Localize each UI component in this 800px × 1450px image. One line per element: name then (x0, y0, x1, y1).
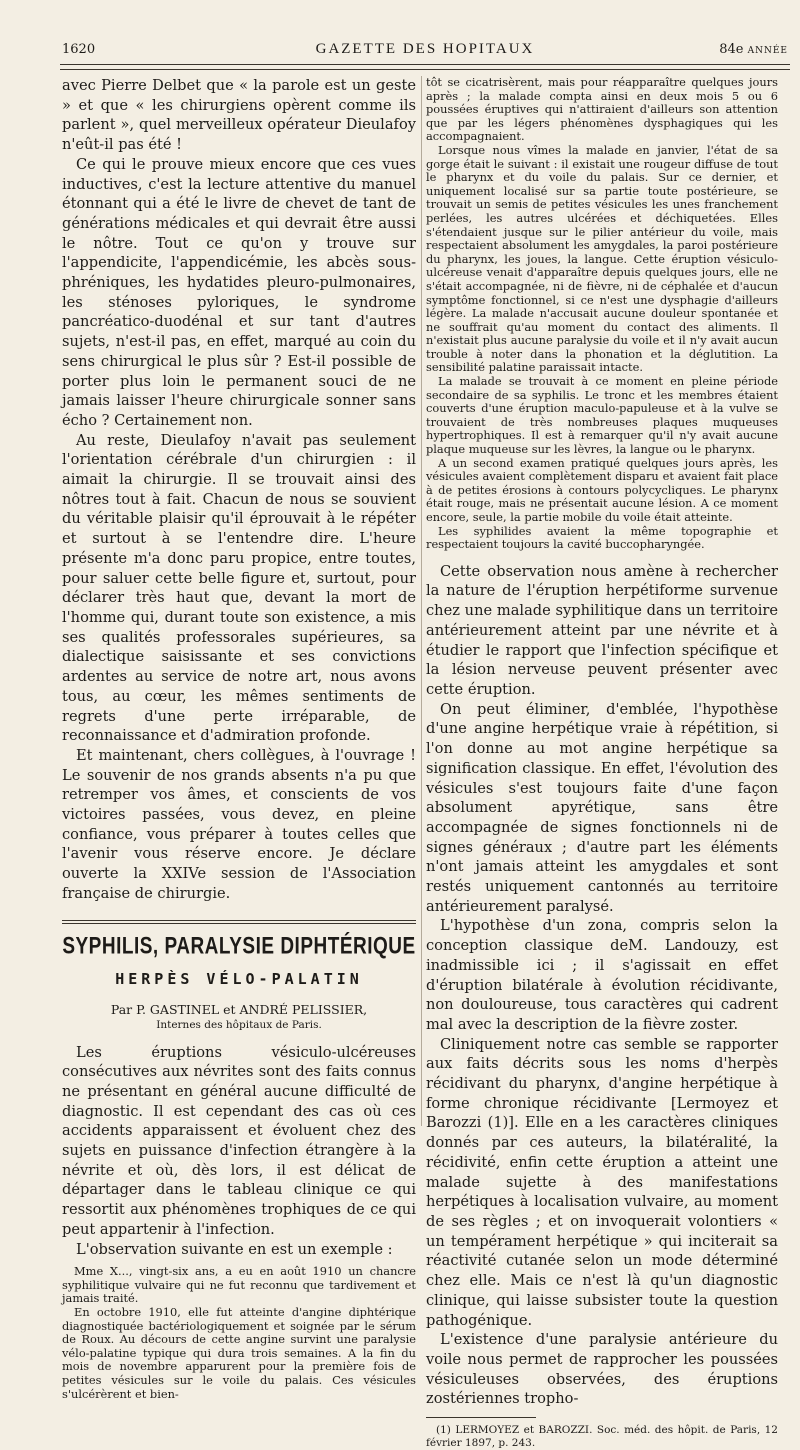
address-text (62, 76, 416, 904)
right-column (426, 75, 778, 1450)
paragraph: Les syphilides avaient la même topographie et respectaient toujours la cavité buccopharyngée. (426, 523, 778, 552)
observation-continued (426, 76, 778, 552)
section-divider (62, 920, 416, 924)
paragraph: En octobre 1910, elle fut atteinte d'angine diphtérique diagnostiquée bactériologiquement et soignée par le sérum de Roux. Au décours de cette angine survint une paralysie vélo-palatine typique qui dura trois semaines. A la fin du mois de novembre apparurent pour la première fois de petites vésicules sur le voile du palais. Ces vésicules s'ulcérèrent et bien- (62, 1305, 416, 1401)
paragraph: Les éruptions vésiculo-ulcéreuses consécutives aux névrites sont des faits connus ne présentant en général aucune difficulté de diagnostic. Il est cependant des cas où ces accidents apparaissent et évoluent chez des sujets en puissance d'infection étrangère à la névrite et où, dès lors, il est délicat de départager dans le tableau clinique ce qui ressortit aux phénomènes trophiques de ce qui peut appartenir à l'infection. (62, 1043, 416, 1238)
column-divider (421, 76, 422, 1126)
page-number: 1620 (62, 42, 96, 57)
paragraph: Et maintenant, chers collègues, à l'ouvrage ! Le souvenir de nos grands absents n'a pu que retremper vos âmes, et conscients de vos victoires passées, vous devez, en pleine confiance, vous préparer à toutes celles que l'avenir vous réserve encore. Je déclare ouverte la XXIVe session de l'Association française de chirurgie. (62, 746, 416, 902)
paragraph: avec Pierre Delbet que « la parole est un geste » et que « les chirurgiens opèrent comme ils parlent », quel merveilleux opérateur Dieulafoy n'eût-il pas été ! (62, 77, 416, 154)
paragraph: L'existence d'une paralysie antérieure du voile nous permet de rapprocher les poussées vésiculeuses observées, des éruptions zostériennes tropho- (426, 1331, 778, 1408)
paragraph: A un second examen pratiqué quelques jours après, les vésicules avaient complètement disparu et avaient fait place à de petites érosions à contours polycycliques. Le pharynx était rouge, mais ne présentait aucune lésion. A ce moment encore, seule, la partie mobile du voile était atteinte. (426, 455, 778, 524)
paragraph: Cette observation nous amène à rechercher la nature de l'éruption herpétiforme survenue chez une malade syphilitique dans un territoire antérieurement atteint par une névrite et à étudier le rapport que l'infection spécifique et la lésion nerveuse peuvent présenter avec cette éruption. (426, 562, 778, 698)
paragraph: Mme X..., vingt-six ans, a eu en août 1910 un chancre syphilitique vulvaire qui ne fut reconnu que tardivement et jamais traité. (62, 1264, 416, 1306)
page-header (62, 40, 788, 62)
paragraph: tôt se cicatrisèrent, mais pour réapparaître quelques jours après ; la malade compta ainsi en deux mois 5 ou 6 poussées éruptives qui n'attiraient d'ailleurs son attention que par les légers phénomènes dysphagiques qui les accompagnaient. (426, 75, 778, 144)
journal-title: GAZETTE DES HOPITAUX (315, 41, 535, 57)
article-intro (62, 1043, 416, 1260)
discussion-text (426, 562, 778, 1409)
paragraph: L'observation suivante en est un exemple : (76, 1240, 393, 1258)
footnote-rule (426, 1417, 536, 1418)
footnote (426, 1424, 778, 1450)
paragraph: On peut éliminer, d'emblée, l'hypothèse d'une angine herpétique vraie à répétition, si l'on donne au mot angine herpétique sa signification classique. En effet, l'évolution des vésicules s'est toujours faite d'une façon absolument apyrétique, sans être accompagnée de signes fonctionnels ni de signes généraux ; d'autre part les éléments n'ont jamais atteint les amygdales et sont restés uniquement cantonnés au territoire antérieurement paralysé. (426, 700, 778, 915)
left-column (62, 76, 416, 1401)
header-rule (60, 64, 790, 70)
paragraph: Lorsque nous vîmes la malade en janvier, l'état de sa gorge était le suivant : il existait une rougeur diffuse de tout le pharynx et du voile du palais. Sur ce dernier, et uniquement localisé sur sa partie toute postérieure, se trouvait un semis de petites vésicules les unes franchement perlées, les autres ulcérées et déchiquetées. Elles s'étendaient jusque sur le pilier antérieur du voile, mais respectaient absolument les amygdales, la paroi postérieure du pharynx, les joues, la langue. Cette éruption vésiculo-ulcéreuse venait d'apparaître depuis quelques jours, elle ne s'était accompagnée, ni de fièvre, ni de céphalée et d'aucun symptôme fonctionnel, si ce n'est une dysphagie d'ailleurs légère. La malade n'accusait aucune douleur spontanée et ne souffrait qu'au moment du contact des aliments. Il n'existait plus aucune paralysie du voile et il n'y avait aucun trouble à noter dans la phonation et la déglutition. La sensibilité palatine paraissait intacte. (426, 142, 778, 375)
paragraph: L'hypothèse d'un zona, compris selon la conception classique deM. Landouzy, est inadmissible ici ; il s'agissait en effet d'éruption bilatérale à évolution récidivante, non douloureuse, tous caractères qui cadrent mal avec la description de la fièvre zoster. (426, 917, 778, 1033)
author-affiliation: Internes des hôpitaux de Paris. (156, 1018, 322, 1031)
observation-text (62, 1265, 416, 1401)
footnote-text: (1) LERMOYEZ et BAROZZI. Soc. méd. des hôpit. de Paris, 12 février 1897, p. 243. (426, 1424, 778, 1450)
article-subtitle: HERPÈS VÉLO-PALATIN (115, 969, 363, 988)
paragraph: Cliniquement notre cas semble se rapporter aux faits décrits sous les noms d'herpès récidivant du pharynx, d'angine herpétique à forme chronique récidivante [Lermoyez et Barozzi (1)]. Elle en a les caractères cliniques donnés par ces auteurs, la bilatéralité, la récidivité, enfin cette éruption a atteint une malade sujette à des manifestations herpétiques à localisation vulvaire, au moment de ses règles ; et on invoquerait volontiers « un tempérament herpétique » qui inciterait sa réactivité cutanée selon un mode déterminé chez elle. Mais ce n'est là qu'un diagnostic clinique, qui laisse subsister toute la question pathogénique. (426, 1035, 778, 1329)
paragraph: Au reste, Dieulafoy n'avait pas seulement l'orientation cérébrale d'un chirurgien : il aimait la chirurgie. Il se trouvait ainsi des nôtres tout à fait. Chacun de nous se souvient du véritable plaisir qu'il éprouvait à le répéter et surtout à se l'entendre dire. L'heure présente m'a donc paru propice, entre toutes, pour saluer cette belle figure et, surtout, pour déclarer très haut que, devant la mort de l'homme qui, durant toute son existence, a mis ses qualités professorales supérieures, sa dialectique saisissante et ses convictions ardentes au service de notre art, nous avons tous, au cœur, les mêmes sentiments de regrets d'une perte irréparable, de reconnaissance et d'admiration profonde. (62, 431, 416, 745)
paragraph: Ce qui le prouve mieux encore que ces vues inductives, c'est la lecture attentive du manuel étonnant qui a été le livre de chevet de tant de générations médicales et qui devrait être aussi le nôtre. Tout ce qu'on y trouve sur l'appendicite, l'appendicémie, les abcès sous-phréniques, les hydatides pleuro-pulmonaires, les sténoses pyloriques, le syndrome pancréatico-duodénal et sur tant d'autres sujets, n'est-il pas, en effet, marqué au coin du sens chirurgical le plus sûr ? Est-il possible de porter plus loin le permanent souci de ne jamais laisser l'heure chirurgicale sonner sans écho ? Certainement non. (62, 155, 416, 429)
year-label (719, 42, 788, 57)
article-title: SYPHILIS, PARALYSIE DIPHTÉRIQUE (62, 932, 416, 960)
year-suffix: ANNÉE (747, 46, 788, 56)
article-byline: Par P. GASTINEL et ANDRÉ PELISSIER, (110, 1001, 368, 1017)
paragraph: La malade se trouvait à ce moment en pleine période secondaire de sa syphilis. Le tronc et les membres étaient couverts d'une éruption maculo-papuleuse et à la vulve se trouvaient de très nombreuses plaques muqueuses hypertrophiques. Il est à remarquer qu'il n'y avait aucune plaque muqueuse sur les lèvres, la langue ou le pharynx. (426, 374, 778, 457)
year-number: 84e (719, 42, 744, 57)
